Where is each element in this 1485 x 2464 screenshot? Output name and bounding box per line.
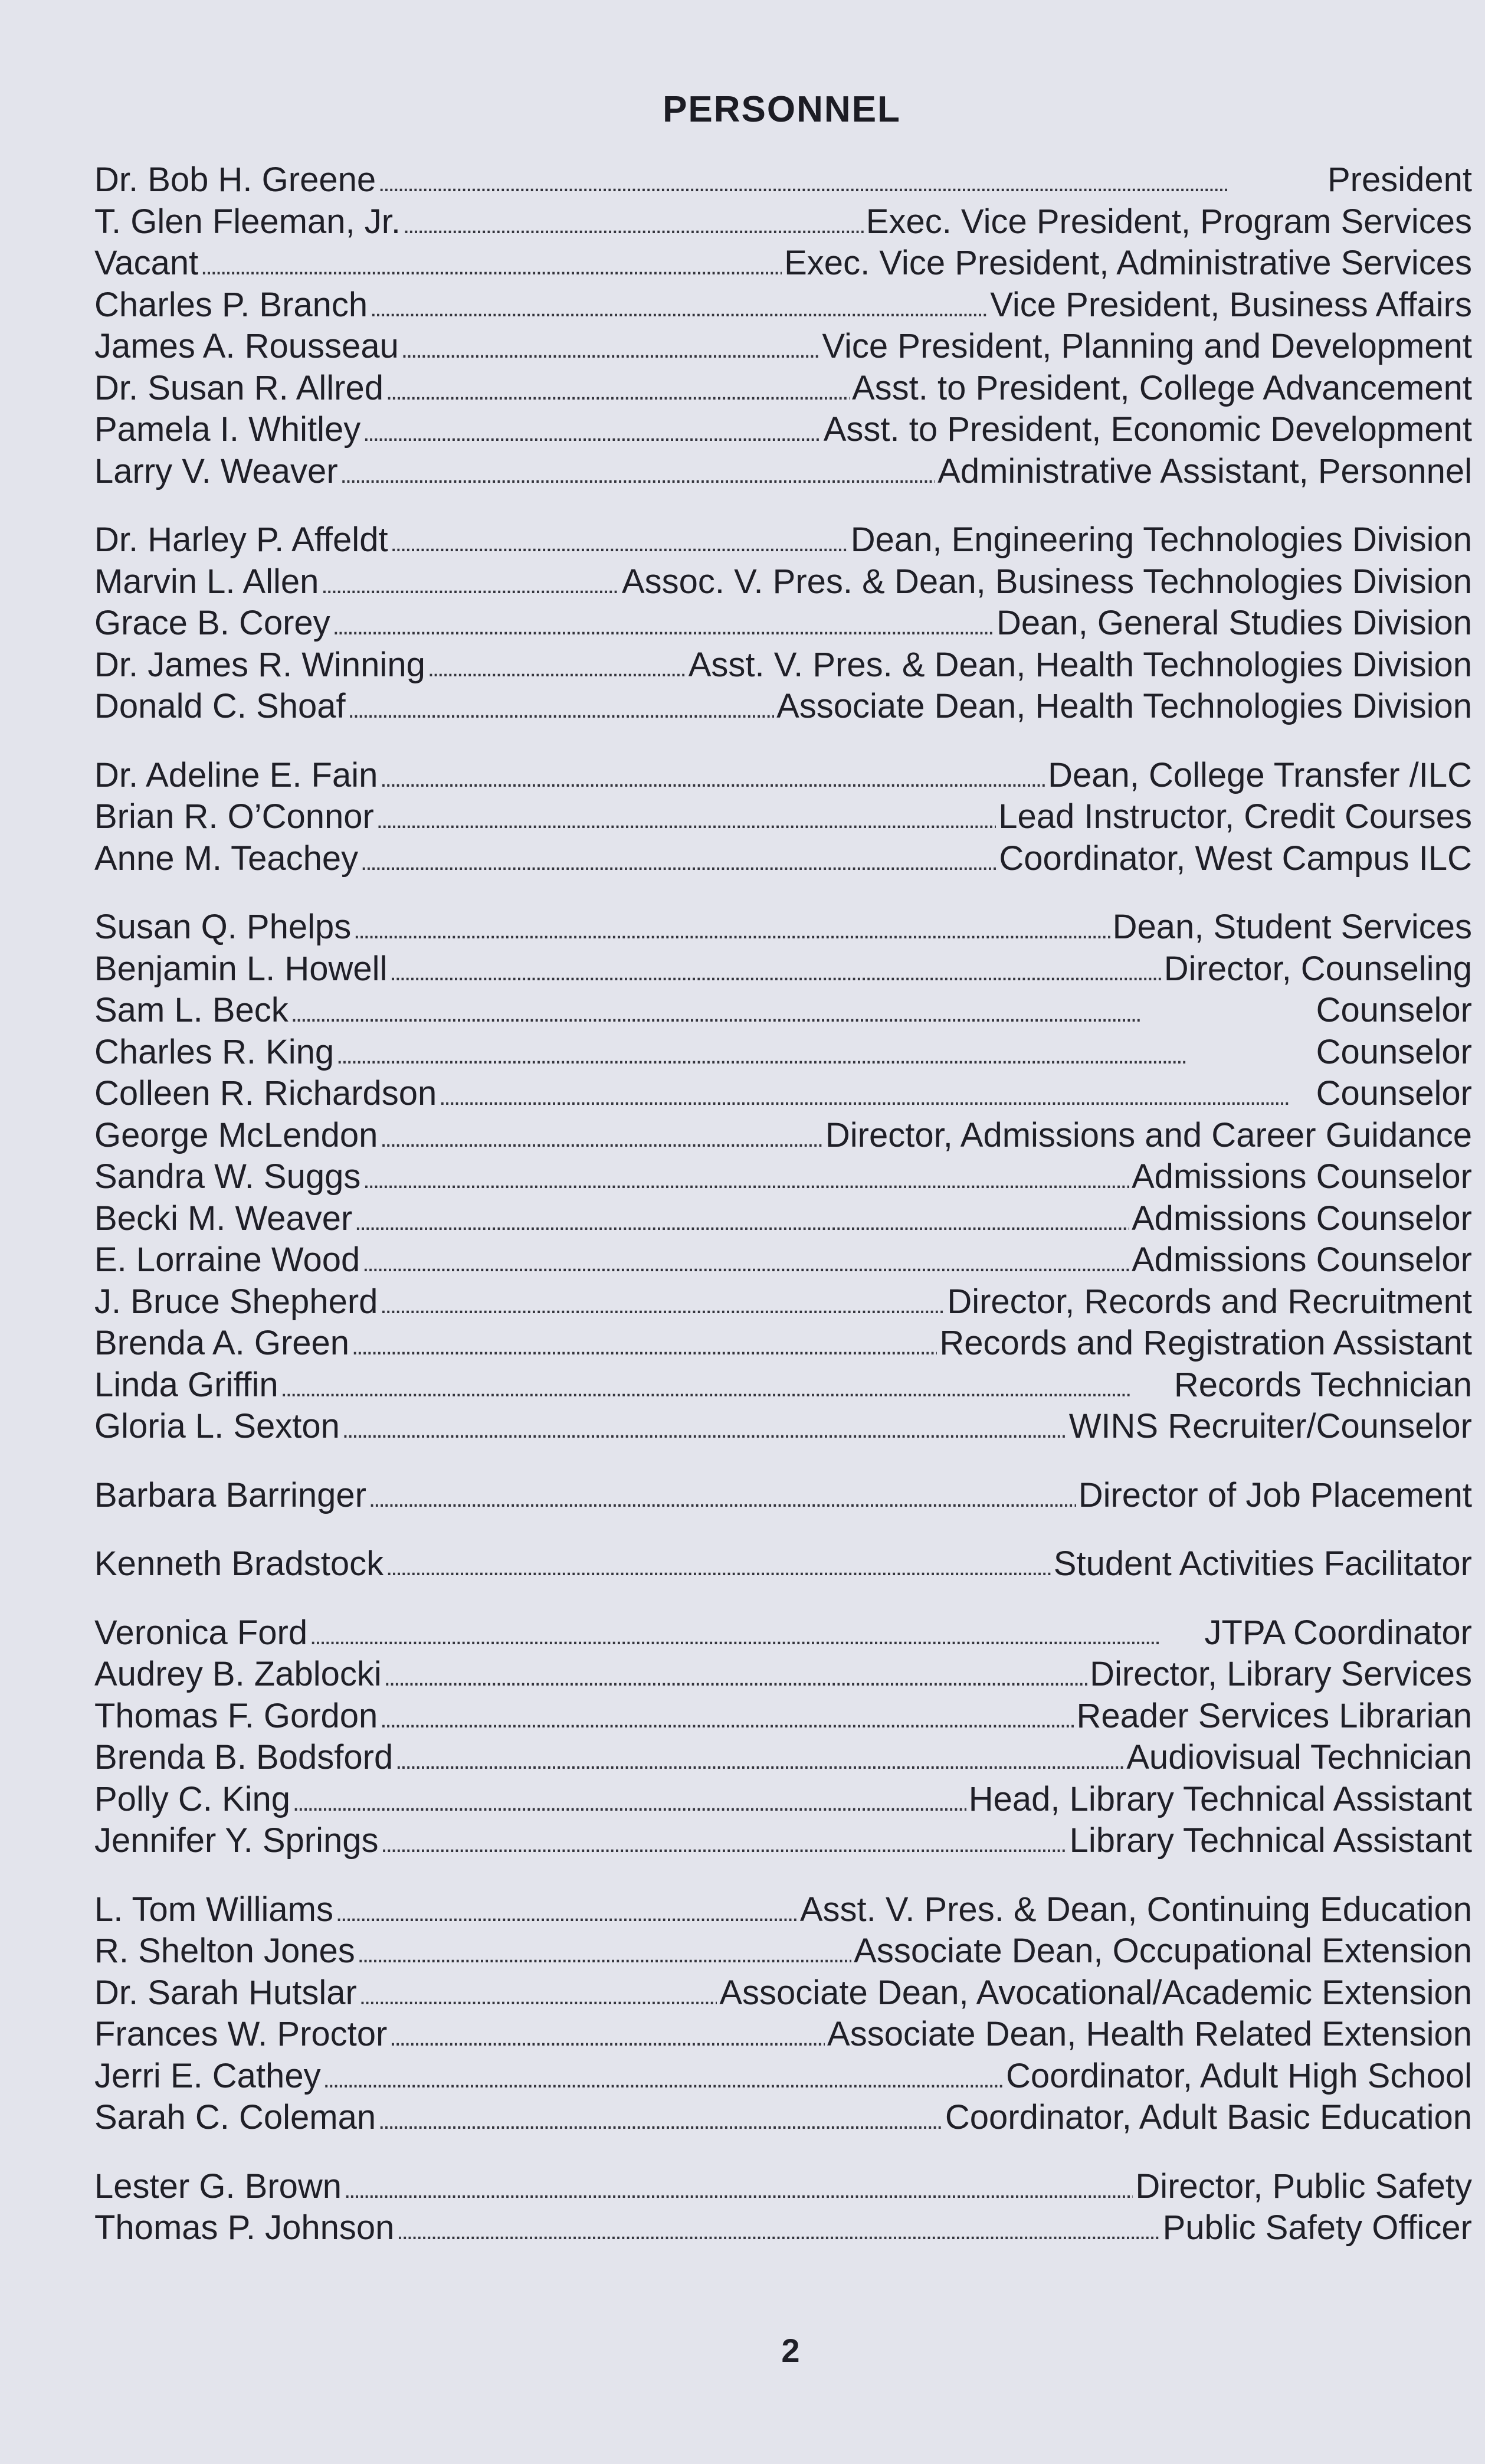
personnel-name: Sandra W. Suggs (94, 1157, 361, 1196)
personnel-row (94, 2097, 1472, 2139)
personnel-name: Audrey B. Zablocki (94, 1655, 382, 1693)
personnel-row (94, 686, 1472, 728)
personnel-name: Donald C. Shoaf (94, 687, 346, 725)
personnel-role: President (1327, 161, 1472, 199)
dot-leader (363, 409, 821, 454)
personnel-role: Coordinator, West Campus ILC (999, 839, 1472, 878)
personnel-role: Asst. to President, College Advancement (851, 368, 1472, 407)
personnel-row (94, 1364, 1472, 1406)
personnel-row (94, 1820, 1472, 1862)
personnel-name: J. Bruce Shepherd (94, 1282, 378, 1321)
personnel-role: Asst. to President, Economic Development (823, 410, 1472, 449)
personnel-name: Jennifer Y. Springs (94, 1821, 379, 1860)
personnel-row (94, 990, 1472, 1032)
personnel-role: Director of Job Placement (1078, 1475, 1472, 1514)
personnel-row (94, 243, 1472, 284)
personnel-row (94, 451, 1472, 493)
personnel-group (94, 907, 1472, 1448)
dot-leader (340, 451, 936, 496)
dot-leader (310, 1612, 1202, 1657)
personnel-name: Dr. Bob H. Greene (94, 161, 376, 199)
personnel-row (94, 796, 1472, 838)
personnel-name: Brian R. O’Connor (94, 797, 374, 836)
dot-leader (333, 603, 994, 647)
personnel-group (94, 1475, 1472, 1517)
personnel-role: WINS Recruiter/Counselor (1068, 1407, 1472, 1445)
personnel-role: Counselor (1316, 991, 1472, 1029)
personnel-role: Director, Library Services (1090, 1655, 1472, 1693)
personnel-role: Associate Dean, Health Technologies Division (776, 687, 1472, 725)
dot-leader (321, 561, 619, 606)
personnel-row (94, 409, 1472, 451)
personnel-group (94, 1543, 1472, 1585)
dot-leader (281, 1364, 1172, 1409)
personnel-name: T. Glen Fleeman, Jr. (94, 202, 401, 241)
personnel-role: Administrative Assistant, Personnel (937, 451, 1472, 490)
personnel-row (94, 1475, 1472, 1517)
dot-leader (362, 1239, 1129, 1284)
personnel-row (94, 1406, 1472, 1448)
personnel-row (94, 561, 1472, 603)
dot-leader (376, 796, 996, 841)
personnel-name: Charles P. Branch (94, 285, 368, 324)
personnel-name: Linda Griffin (94, 1365, 278, 1404)
personnel-role: Dean, Student Services (1112, 908, 1472, 946)
personnel-name: Marvin L. Allen (94, 562, 319, 601)
personnel-row (94, 2207, 1472, 2249)
personnel-role: JTPA Coordinator (1204, 1613, 1472, 1652)
personnel-name: R. Shelton Jones (94, 1932, 355, 1970)
page-title: PERSONNEL (663, 89, 901, 130)
personnel-role: Lead Instructor, Credit Courses (998, 797, 1472, 836)
personnel-name: Sarah C. Coleman (94, 2098, 376, 2136)
personnel-row (94, 1156, 1472, 1198)
personnel-name: Susan Q. Phelps (94, 908, 352, 946)
personnel-row (94, 1073, 1472, 1115)
personnel-name: James A. Rousseau (94, 327, 399, 365)
personnel-name: Sam L. Beck (94, 991, 289, 1029)
personnel-role: Records and Registration Assistant (939, 1324, 1472, 1362)
dot-leader (380, 1696, 1074, 1740)
personnel-name: Thomas F. Gordon (94, 1696, 378, 1735)
personnel-name: Brenda B. Bodsford (94, 1738, 394, 1776)
personnel-role: Public Safety Officer (1162, 2208, 1472, 2247)
personnel-role: Exec. Vice President, Program Services (866, 202, 1472, 241)
personnel-name: Anne M. Teachey (94, 839, 359, 878)
personnel-row (94, 1654, 1472, 1696)
personnel-name: Barbara Barringer (94, 1475, 366, 1514)
dot-leader (384, 1654, 1087, 1699)
personnel-name: Dr. Sarah Hutslar (94, 1973, 357, 2012)
personnel-role: Admissions Counselor (1131, 1199, 1472, 1238)
dot-leader (358, 1930, 851, 1975)
personnel-name: Veronica Ford (94, 1613, 308, 1652)
dot-leader (336, 1032, 1313, 1076)
dot-leader (380, 1115, 822, 1160)
personnel-role: Audiovisual Technician (1126, 1738, 1472, 1776)
personnel-row (94, 1198, 1472, 1240)
personnel-row (94, 1281, 1472, 1323)
personnel-row (94, 1323, 1472, 1364)
personnel-row (94, 1737, 1472, 1779)
personnel-role: Associate Dean, Avocational/Academic Extension (719, 1973, 1472, 2012)
personnel-row (94, 2166, 1472, 2208)
dot-leader (363, 1156, 1129, 1201)
personnel-role: Dean, General Studies Division (996, 604, 1472, 642)
personnel-row (94, 755, 1472, 797)
personnel-row (94, 1115, 1472, 1157)
dot-leader (370, 284, 988, 329)
dot-leader (380, 755, 1045, 800)
personnel-role: Associate Dean, Health Related Extension (827, 2015, 1472, 2053)
personnel-row (94, 1032, 1472, 1074)
personnel-name: George McLendon (94, 1115, 378, 1154)
dot-leader (395, 1737, 1124, 1782)
dot-leader (378, 159, 1325, 204)
personnel-group (94, 2166, 1472, 2249)
personnel-role: Coordinator, Adult High School (1006, 2056, 1472, 2095)
personnel-group (94, 159, 1472, 492)
personnel-role: Asst. V. Pres. & Dean, Health Technologies Division (688, 645, 1472, 684)
personnel-list (94, 159, 1472, 2276)
personnel-name: Lester G. Brown (94, 2167, 342, 2206)
dot-leader (396, 2207, 1160, 2252)
dot-leader (353, 907, 1110, 951)
dot-leader (428, 644, 686, 689)
personnel-group (94, 519, 1472, 728)
personnel-role: Counselor (1316, 1074, 1472, 1112)
personnel-row (94, 201, 1472, 243)
personnel-name: Colleen R. Richardson (94, 1074, 437, 1112)
personnel-role: Exec. Vice President, Administrative Services (784, 244, 1472, 282)
dot-leader (380, 1281, 945, 1326)
personnel-role: Dean, Engineering Technologies Division (850, 521, 1472, 559)
personnel-row (94, 948, 1472, 990)
personnel-role: Coordinator, Adult Basic Education (945, 2098, 1472, 2136)
personnel-name: Dr. James R. Winning (94, 645, 425, 684)
personnel-role: Head, Library Technical Assistant (968, 1779, 1472, 1818)
dot-leader (336, 1889, 798, 1934)
personnel-group (94, 1612, 1472, 1862)
personnel-role: Vice President, Planning and Development (822, 327, 1472, 365)
personnel-row (94, 2014, 1472, 2056)
dot-leader (323, 2056, 1004, 2100)
personnel-row (94, 326, 1472, 368)
personnel-row (94, 1779, 1472, 1821)
personnel-name: Thomas P. Johnson (94, 2208, 395, 2247)
personnel-name: Brenda A. Green (94, 1324, 350, 1362)
personnel-row (94, 519, 1472, 561)
dot-leader (344, 2166, 1133, 2211)
personnel-role: Director, Records and Recruitment (947, 1282, 1472, 1321)
dot-leader (381, 1820, 1067, 1865)
dot-leader (369, 1475, 1076, 1520)
personnel-row (94, 368, 1472, 410)
personnel-row (94, 1612, 1472, 1654)
personnel-role: Associate Dean, Occupational Extension (854, 1932, 1472, 1970)
personnel-name: Dr. Harley P. Affeldt (94, 521, 388, 559)
personnel-role: Dean, College Transfer /ILC (1048, 755, 1472, 794)
dot-leader (389, 2014, 825, 2059)
personnel-name: Polly C. King (94, 1779, 291, 1818)
personnel-row (94, 644, 1472, 686)
page-number: 2 (781, 2332, 800, 2369)
personnel-row (94, 1239, 1472, 1281)
personnel-role: Asst. V. Pres. & Dean, Continuing Education (799, 1890, 1472, 1929)
personnel-row (94, 907, 1472, 948)
dot-leader (291, 990, 1314, 1035)
personnel-row (94, 1543, 1472, 1585)
personnel-group (94, 755, 1472, 880)
personnel-role: Admissions Counselor (1131, 1157, 1472, 1196)
dot-leader (352, 1323, 937, 1367)
personnel-row (94, 284, 1472, 326)
personnel-row (94, 159, 1472, 201)
personnel-role: Library Technical Assistant (1069, 1821, 1472, 1860)
personnel-name: Jerri E. Cathey (94, 2056, 321, 2095)
personnel-name: Vacant (94, 244, 199, 282)
personnel-name: E. Lorraine Wood (94, 1241, 360, 1279)
personnel-row (94, 838, 1472, 880)
personnel-name: Charles R. King (94, 1032, 335, 1071)
personnel-row (94, 1930, 1472, 1972)
dot-leader (342, 1406, 1067, 1451)
personnel-name: Benjamin L. Howell (94, 949, 388, 988)
personnel-name: Frances W. Proctor (94, 2015, 388, 2053)
personnel-name: Dr. Susan R. Allred (94, 368, 383, 407)
personnel-role: Reader Services Librarian (1076, 1696, 1472, 1735)
personnel-row (94, 1889, 1472, 1931)
personnel-row (94, 2056, 1472, 2097)
dot-leader (401, 326, 820, 371)
personnel-name: Larry V. Weaver (94, 451, 338, 490)
personnel-name: Grace B. Corey (94, 604, 330, 642)
personnel-role: Vice President, Business Affairs (990, 285, 1472, 324)
personnel-row (94, 1696, 1472, 1737)
personnel-role: Counselor (1316, 1032, 1472, 1071)
personnel-name: Dr. Adeline E. Fain (94, 755, 378, 794)
personnel-role: Director, Counseling (1163, 949, 1472, 988)
personnel-name: Gloria L. Sexton (94, 1407, 340, 1445)
dot-leader (348, 686, 774, 731)
personnel-role: Director, Public Safety (1135, 2167, 1472, 2206)
personnel-name: L. Tom Williams (94, 1890, 333, 1929)
dot-leader (359, 1972, 717, 2017)
dot-leader (386, 1543, 1051, 1588)
dot-leader (403, 201, 864, 246)
personnel-group (94, 1889, 1472, 2139)
dot-leader (378, 2097, 943, 2142)
dot-leader (201, 243, 782, 287)
dot-leader (293, 1779, 966, 1824)
dot-leader (386, 368, 850, 413)
personnel-name: Pamela I. Whitley (94, 410, 361, 449)
dot-leader (391, 519, 848, 564)
personnel-row (94, 603, 1472, 644)
personnel-row (94, 1972, 1472, 2014)
personnel-role: Student Activities Facilitator (1053, 1545, 1472, 1583)
personnel-role: Assoc. V. Pres. & Dean, Business Technologies Division (621, 562, 1472, 601)
personnel-role: Records Technician (1173, 1365, 1472, 1404)
personnel-name: Becki M. Weaver (94, 1199, 353, 1238)
personnel-name: Kenneth Bradstock (94, 1545, 384, 1583)
personnel-role: Director, Admissions and Career Guidance (825, 1115, 1472, 1154)
dot-leader (360, 838, 996, 883)
dot-leader (355, 1198, 1129, 1243)
personnel-role: Admissions Counselor (1131, 1241, 1472, 1279)
dot-leader (389, 948, 1161, 993)
dot-leader (439, 1073, 1313, 1118)
